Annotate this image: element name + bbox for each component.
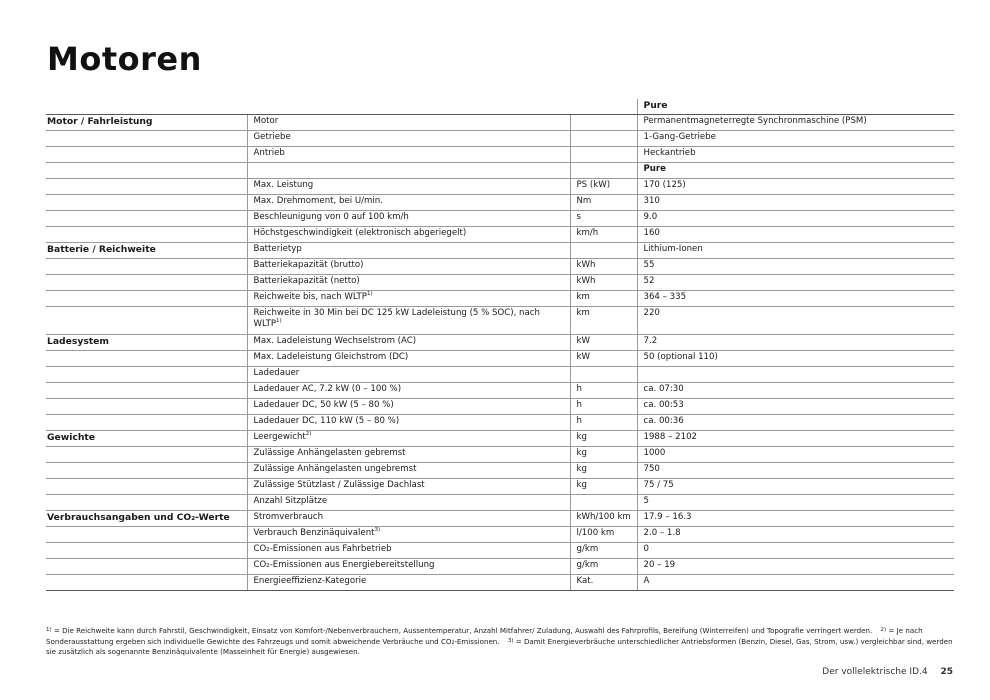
row-value: 17.9 – 16.3 <box>637 511 954 527</box>
table-row <box>46 463 954 479</box>
row-value: 7.2 <box>637 335 954 351</box>
row-label-text: Zulässige Stützlast / Zulässige Dachlast <box>253 480 425 490</box>
row-label-text: Ladedauer <box>253 368 300 378</box>
row-value: ca. 07:30 <box>637 383 954 399</box>
row-label <box>247 131 570 147</box>
table-row <box>46 291 954 307</box>
footnote-2-mark: 2) <box>880 627 887 633</box>
row-label <box>247 179 570 195</box>
row-label <box>247 115 570 131</box>
row-label-text: Energieeffizienz-Kategorie <box>253 576 367 586</box>
page-number: 25 <box>940 667 953 677</box>
variant-header: Pure <box>637 99 954 115</box>
row-label <box>247 335 570 351</box>
header-empty <box>247 99 570 115</box>
table-row <box>46 447 954 463</box>
row-label <box>247 431 570 447</box>
row-group <box>46 575 247 591</box>
row-group <box>46 307 247 335</box>
row-value: Lithium-Ionen <box>637 243 954 259</box>
table-row <box>46 575 954 591</box>
spec-table-body <box>46 115 954 591</box>
row-group <box>46 131 247 147</box>
footnote-ref: 1) <box>276 317 282 324</box>
row-group <box>46 447 247 463</box>
table-row <box>46 511 954 527</box>
row-value: 750 <box>637 463 954 479</box>
row-label-text: Höchstgeschwindigkeit (elektronisch abgeriegelt) <box>253 228 467 238</box>
row-group <box>46 227 247 243</box>
row-unit <box>570 243 637 259</box>
page-footer <box>822 667 953 677</box>
row-unit: kW <box>570 335 637 351</box>
table-row <box>46 495 954 511</box>
row-label-text: Max. Ladeleistung Wechselstrom (AC) <box>253 336 417 346</box>
table-row <box>46 367 954 383</box>
header-empty <box>46 99 247 115</box>
row-value: Heckantrieb <box>637 147 954 163</box>
row-group <box>46 163 247 179</box>
table-row <box>46 415 954 431</box>
table-row <box>46 543 954 559</box>
row-value: 1000 <box>637 447 954 463</box>
row-group <box>46 275 247 291</box>
row-group <box>46 463 247 479</box>
row-label-text: Zulässige Anhängelasten ungebremst <box>253 464 417 474</box>
row-label-text: Leergewicht <box>253 432 306 442</box>
row-group <box>46 179 247 195</box>
row-group <box>46 351 247 367</box>
row-value: 310 <box>637 195 954 211</box>
row-unit <box>570 131 637 147</box>
footnotes <box>46 626 954 658</box>
row-value: Pure <box>637 163 954 179</box>
row-unit <box>570 115 637 131</box>
row-label-text: Reichweite bis, nach WLTP <box>253 292 367 302</box>
row-label <box>247 495 570 511</box>
row-value: 1988 – 2102 <box>637 431 954 447</box>
row-unit: km <box>570 307 637 335</box>
table-row <box>46 479 954 495</box>
row-unit: km/h <box>570 227 637 243</box>
row-group: Gewichte <box>46 431 247 447</box>
row-label <box>247 511 570 527</box>
row-group: Batterie / Reichweite <box>46 243 247 259</box>
row-label <box>247 351 570 367</box>
row-label-text: Antrieb <box>253 148 285 158</box>
row-unit <box>570 367 637 383</box>
row-label <box>247 147 570 163</box>
row-group <box>46 147 247 163</box>
table-row <box>46 227 954 243</box>
row-value: Permanentmagneterregte Synchronmaschine (PSM) <box>637 115 954 131</box>
row-unit: h <box>570 399 637 415</box>
table-header-row <box>46 99 954 115</box>
footnote-ref: 1) <box>366 291 373 297</box>
footer-title: Der vollelektrische ID.4 <box>822 667 928 677</box>
row-unit: kWh/100 km <box>570 511 637 527</box>
row-label-text: Ladedauer DC, 50 kW (5 – 80 %) <box>253 400 394 410</box>
row-label-text: CO₂-Emissionen aus Energiebereitstellung <box>253 560 435 570</box>
row-unit: kg <box>570 447 637 463</box>
footnote-ref: 2) <box>305 431 312 437</box>
row-group <box>46 367 247 383</box>
row-unit: kg <box>570 431 637 447</box>
row-value: 52 <box>637 275 954 291</box>
row-label <box>247 275 570 291</box>
row-group <box>46 195 247 211</box>
row-group <box>46 527 247 543</box>
table-row <box>46 351 954 367</box>
row-unit <box>570 495 637 511</box>
table-row <box>46 383 954 399</box>
row-label-text: Stromverbrauch <box>253 512 324 522</box>
row-value: 9.0 <box>637 211 954 227</box>
row-unit: kWh <box>570 275 637 291</box>
row-group <box>46 559 247 575</box>
row-label <box>247 479 570 495</box>
row-label-text: Anzahl Sitzplätze <box>253 496 328 506</box>
footnote-3: = Damit Energieverbräuche unterschiedlicher Antriebsformen (Benzin, Diesel, Gas, Strom, usw.) vergleichbar sind, werden sie zusätzlich als sogenannte Benzinäquivalente (Masseinheit für Energie) ausgewiesen. <box>46 636 953 656</box>
footnote-1-mark: 1) <box>46 627 52 633</box>
footnote-ref: 3) <box>374 527 381 533</box>
row-label-text: Batteriekapazität (netto) <box>253 276 360 286</box>
row-label <box>247 163 570 179</box>
row-label-text: Ladedauer AC, 7.2 kW (0 – 100 %) <box>253 384 402 394</box>
header-empty <box>570 99 637 115</box>
row-group: Verbrauchsangaben und CO₂-Werte <box>46 511 247 527</box>
row-label-text: Ladedauer DC, 110 kW (5 – 80 %) <box>253 416 400 426</box>
row-unit: km <box>570 291 637 307</box>
footnote-text <box>46 626 954 658</box>
row-unit: h <box>570 415 637 431</box>
row-unit: l/100 km <box>570 527 637 543</box>
row-label-text: Batteriekapazität (brutto) <box>253 260 364 270</box>
row-label-text: Max. Ladeleistung Gleichstrom (DC) <box>253 352 409 362</box>
table-row <box>46 527 954 543</box>
row-label-text: Max. Drehmoment, bei U/min. <box>253 196 383 206</box>
row-label <box>247 227 570 243</box>
row-label-text: Motor <box>253 116 279 126</box>
row-label-text: Beschleunigung von 0 auf 100 km/h <box>253 212 409 222</box>
row-value: A <box>637 575 954 591</box>
row-value <box>637 367 954 383</box>
row-group <box>46 211 247 227</box>
row-label <box>247 543 570 559</box>
row-value: 364 – 335 <box>637 291 954 307</box>
row-group: Motor / Fahrleistung <box>46 115 247 131</box>
row-label <box>247 527 570 543</box>
row-group: Ladesystem <box>46 335 247 351</box>
row-value: 160 <box>637 227 954 243</box>
row-group <box>46 259 247 275</box>
table-row <box>46 211 954 227</box>
row-unit <box>570 163 637 179</box>
row-group <box>46 291 247 307</box>
row-label <box>247 307 570 335</box>
row-unit: g/km <box>570 543 637 559</box>
row-value: 5 <box>637 495 954 511</box>
table-row <box>46 559 954 575</box>
row-label <box>247 559 570 575</box>
table-row <box>46 399 954 415</box>
table-row <box>46 259 954 275</box>
row-value: 20 – 19 <box>637 559 954 575</box>
table-row <box>46 147 954 163</box>
row-unit: Nm <box>570 195 637 211</box>
table-row <box>46 275 954 291</box>
row-label <box>247 259 570 275</box>
row-label-text: Batterietyp <box>253 244 302 254</box>
row-unit: s <box>570 211 637 227</box>
table-row <box>46 163 954 179</box>
row-value: 0 <box>637 543 954 559</box>
row-label-text: Reichweite in 30 Min bei DC 125 kW Ladeleistung (5 % SOC), nach WLTP <box>253 308 540 329</box>
footnote-3-mark: 3) <box>507 637 514 644</box>
row-value: 1-Gang-Getriebe <box>637 131 954 147</box>
row-unit <box>570 147 637 163</box>
row-label-text: Getriebe <box>253 132 291 142</box>
row-group <box>46 383 247 399</box>
row-unit: kW <box>570 351 637 367</box>
row-value: ca. 00:36 <box>637 415 954 431</box>
row-label <box>247 463 570 479</box>
row-group <box>46 495 247 511</box>
row-label <box>247 291 570 307</box>
row-label <box>247 367 570 383</box>
row-value: 220 <box>637 307 954 335</box>
table-row <box>46 115 954 131</box>
row-unit: Kat. <box>570 575 637 591</box>
row-label-text: CO₂-Emissionen aus Fahrbetrieb <box>253 544 392 554</box>
row-label <box>247 195 570 211</box>
row-group <box>46 415 247 431</box>
row-value: 55 <box>637 259 954 275</box>
row-label <box>247 575 570 591</box>
row-group <box>46 479 247 495</box>
row-unit: kg <box>570 479 637 495</box>
row-value: 170 (125) <box>637 179 954 195</box>
page-title: Motoren <box>47 40 202 78</box>
table-row <box>46 179 954 195</box>
table-row <box>46 307 954 335</box>
row-label-text: Max. Leistung <box>253 180 314 190</box>
row-unit: h <box>570 383 637 399</box>
row-unit: g/km <box>570 559 637 575</box>
table-row <box>46 335 954 351</box>
row-value: 50 (optional 110) <box>637 351 954 367</box>
row-unit: kg <box>570 463 637 479</box>
row-label <box>247 415 570 431</box>
row-group <box>46 543 247 559</box>
row-label <box>247 399 570 415</box>
table-row <box>46 431 954 447</box>
row-label <box>247 243 570 259</box>
row-group <box>46 399 247 415</box>
row-label <box>247 447 570 463</box>
table-row <box>46 195 954 211</box>
spec-table <box>46 99 954 591</box>
table-row <box>46 131 954 147</box>
row-unit: kWh <box>570 259 637 275</box>
row-label <box>247 383 570 399</box>
row-value: 2.0 – 1.8 <box>637 527 954 543</box>
row-label-text: Verbrauch Benzinäquivalent <box>253 528 375 538</box>
row-unit: PS (kW) <box>570 179 637 195</box>
footnote-2: = Je nach Sonderausstattung ergeben sich individuelle Gewichte des Fahrzeugs und somit abweichende Verbräuche und CO₂-Emissionen. <box>46 626 923 646</box>
row-label-text: Zulässige Anhängelasten gebremst <box>253 448 406 458</box>
table-row <box>46 243 954 259</box>
row-value: 75 / 75 <box>637 479 954 495</box>
footnote-1: = Die Reichweite kann durch Fahrstil, Geschwindigkeit, Einsatz von Komfort-/Nebenverbrauchern, Aussentemperatur, Anzahl Mitfahrer/ Zuladung, Auswahl des Fahrprofils, Bereifung (Winterreifen) und Topografie verringert werden. <box>53 626 873 635</box>
row-label <box>247 211 570 227</box>
row-value: ca. 00:53 <box>637 399 954 415</box>
